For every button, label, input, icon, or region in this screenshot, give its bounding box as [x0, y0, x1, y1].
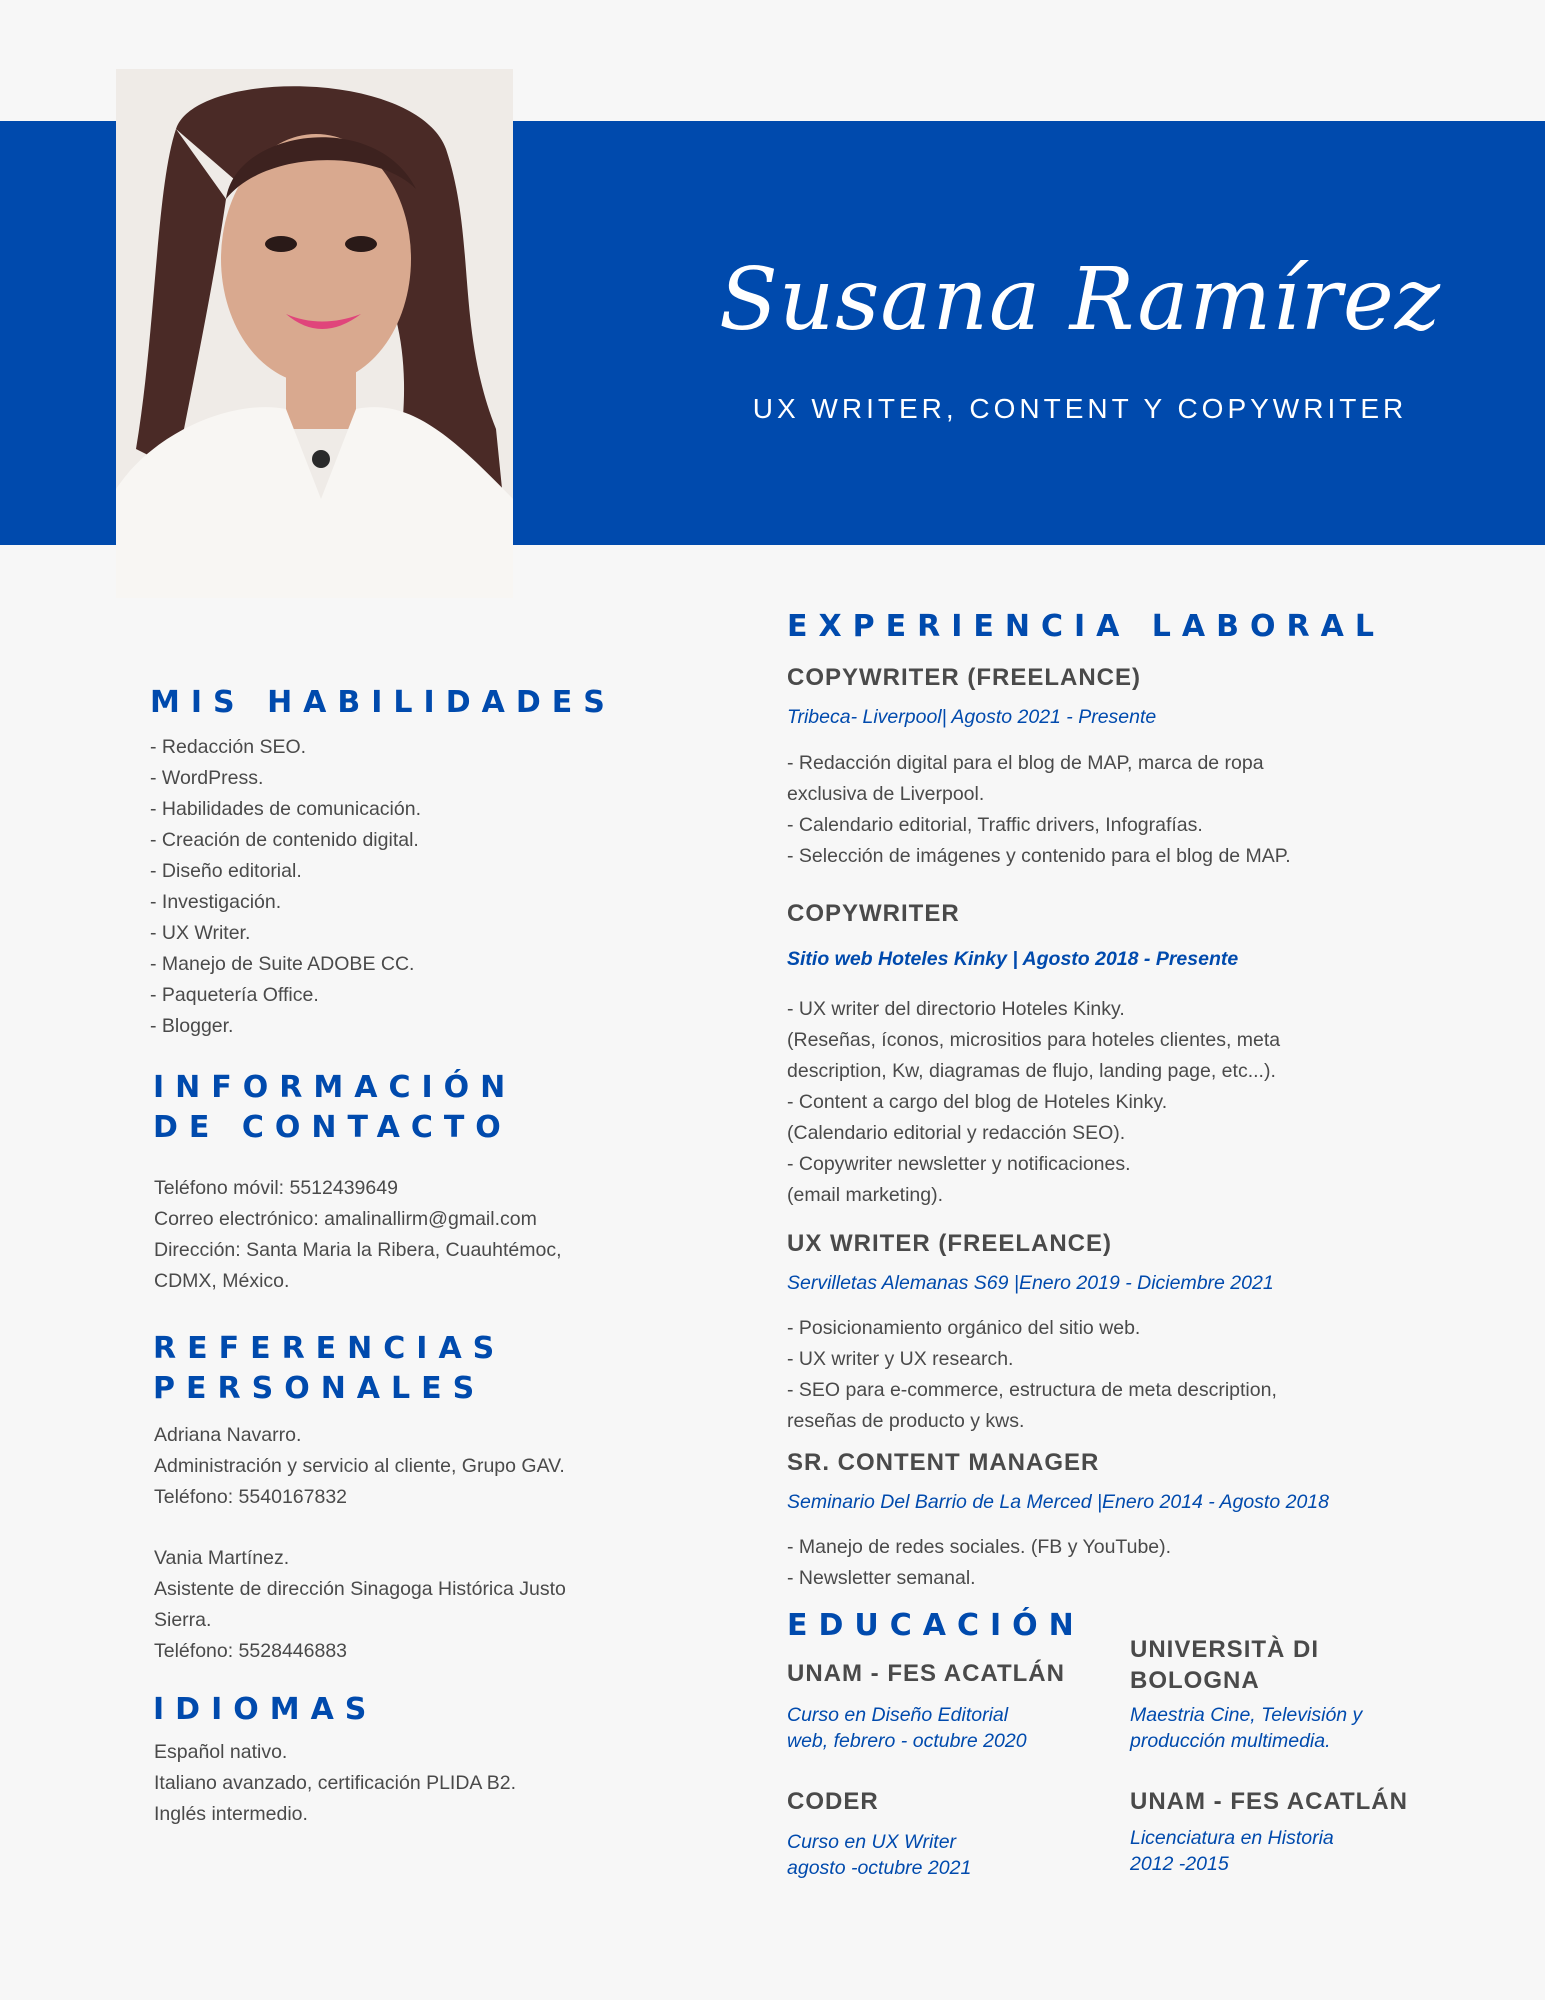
job-line: - SEO para e-commerce, estructura de meta description, — [787, 1379, 1277, 1401]
language-item: Inglés intermedio. — [154, 1803, 308, 1825]
job-description — [787, 994, 1280, 1211]
skills-heading: MIS HABILIDADES — [150, 685, 616, 720]
reference-phone: Teléfono: 5540167832 — [154, 1486, 348, 1508]
education-title: UNIVERSITÀ DI BOLOGNA — [1130, 1636, 1320, 1694]
job-line: - Redacción digital para el blog de MAP, marca de ropa — [787, 752, 1264, 774]
job-meta: Servilletas Alemanas S69 |Enero 2019 - Diciembre 2021 — [787, 1272, 1274, 1294]
job-title: COPYWRITER — [787, 900, 960, 927]
languages-list — [154, 1737, 516, 1830]
job-title: SR. CONTENT MANAGER — [787, 1449, 1100, 1476]
language-item: Italiano avanzado, certificación PLIDA B2. — [154, 1772, 517, 1794]
job-line: - Copywriter newsletter y notificaciones. — [787, 1153, 1131, 1175]
job-meta: Sitio web Hoteles Kinky | Agosto 2018 - Presente — [787, 948, 1239, 970]
reference-role: Administración y servicio al cliente, Grupo GAV. — [154, 1455, 565, 1477]
skill-item: - Manejo de Suite ADOBE CC. — [150, 953, 415, 975]
job-line: - UX writer y UX research. — [787, 1348, 1014, 1370]
reference-role: Asistente de dirección Sinagoga Histórica Justo — [154, 1578, 566, 1600]
contact-info — [154, 1173, 562, 1297]
job-meta: Tribeca- Liverpool| Agosto 2021 - Presente — [787, 706, 1157, 728]
reference-name: Adriana Navarro. — [154, 1424, 302, 1446]
job-line: - Manejo de redes sociales. (FB y YouTube). — [787, 1536, 1172, 1558]
job-description — [787, 748, 1291, 872]
skill-item: - Diseño editorial. — [150, 860, 302, 882]
job-line: (email marketing). — [787, 1184, 944, 1206]
experience-heading: EXPERIENCIA LABORAL — [787, 609, 1385, 644]
job-meta: Seminario Del Barrio de La Merced |Enero 2014 - Agosto 2018 — [787, 1491, 1329, 1513]
education-meta: Curso en Diseño Editorial web, febrero - octubre 2020 — [787, 1704, 1027, 1752]
job-line: reseñas de producto y kws. — [787, 1410, 1025, 1432]
job-line: (Calendario editorial y redacción SEO). — [787, 1122, 1126, 1144]
job-line: description, Kw, diagramas de flujo, landing page, etc...). — [787, 1060, 1276, 1082]
skill-item: - WordPress. — [150, 767, 264, 789]
education-meta: Curso en UX Writer agosto -octubre 2021 — [787, 1831, 972, 1879]
job-title: UX WRITER (FREELANCE) — [787, 1230, 1112, 1257]
job-line: - Selección de imágenes y contenido para el blog de MAP. — [787, 845, 1291, 867]
skill-item: - Habilidades de comunicación. — [150, 798, 421, 820]
portrait-illustration — [116, 69, 513, 598]
references-heading-line1: REFERENCIAS — [153, 1331, 506, 1366]
contact-heading-line1: INFORMACIÓN — [153, 1070, 517, 1105]
job-line: exclusiva de Liverpool. — [787, 783, 985, 805]
job-title: COPYWRITER (FREELANCE) — [787, 664, 1141, 691]
skill-item: - UX Writer. — [150, 922, 251, 944]
job-line: - Posicionamiento orgánico del sitio web. — [787, 1317, 1141, 1339]
education-meta: Maestria Cine, Televisión y producción multimedia. — [1130, 1704, 1363, 1752]
applicant-name: Susana Ramírez — [718, 250, 1442, 350]
contact-heading-line2: DE CONTACTO — [153, 1110, 512, 1145]
profile-photo — [116, 69, 513, 598]
reference-name: Vania Martínez. — [154, 1547, 290, 1569]
reference-2 — [154, 1543, 566, 1667]
skills-list — [150, 732, 421, 1042]
job-line: - Content a cargo del blog de Hoteles Kinky. — [787, 1091, 1168, 1113]
skill-item: - Creación de contenido digital. — [150, 829, 419, 851]
skill-item: - Blogger. — [150, 1015, 234, 1037]
contact-address: CDMX, México. — [154, 1270, 290, 1292]
reference-1 — [154, 1420, 565, 1513]
languages-heading: IDIOMAS — [153, 1692, 378, 1727]
contact-address: Dirección: Santa Maria la Ribera, Cuauhtémoc, — [154, 1239, 562, 1261]
reference-role: Sierra. — [154, 1609, 212, 1631]
skill-item: - Redacción SEO. — [150, 736, 307, 758]
contact-heading — [153, 1068, 516, 1148]
education-heading: EDUCACIÓN — [787, 1608, 1085, 1643]
job-line: - Calendario editorial, Traffic drivers, Infografías. — [787, 814, 1203, 836]
job-line: (Reseñas, íconos, micrositios para hoteles clientes, meta — [787, 1029, 1281, 1051]
job-line: - Newsletter semanal. — [787, 1567, 976, 1589]
applicant-role: UX WRITER, CONTENT Y COPYWRITER — [752, 393, 1408, 424]
job-description — [787, 1532, 1171, 1594]
job-line: - UX writer del directorio Hoteles Kinky. — [787, 998, 1125, 1020]
language-item: Español nativo. — [154, 1741, 288, 1763]
references-heading-line2: PERSONALES — [153, 1371, 486, 1406]
contact-phone: Teléfono móvil: 5512439649 — [154, 1177, 398, 1199]
skill-item: - Investigación. — [150, 891, 282, 913]
job-description — [787, 1313, 1277, 1437]
reference-phone: Teléfono: 5528446883 — [154, 1640, 348, 1662]
education-title: UNAM - FES ACATLÁN — [1130, 1788, 1408, 1815]
education-title: UNAM - FES ACATLÁN — [787, 1660, 1065, 1687]
contact-email: Correo electrónico: amalinallirm@gmail.com — [154, 1208, 537, 1230]
skill-item: - Paquetería Office. — [150, 984, 319, 1006]
references-heading — [153, 1329, 505, 1409]
education-meta: Licenciatura en Historia 2012 -2015 — [1130, 1827, 1334, 1875]
education-title: CODER — [787, 1788, 879, 1815]
